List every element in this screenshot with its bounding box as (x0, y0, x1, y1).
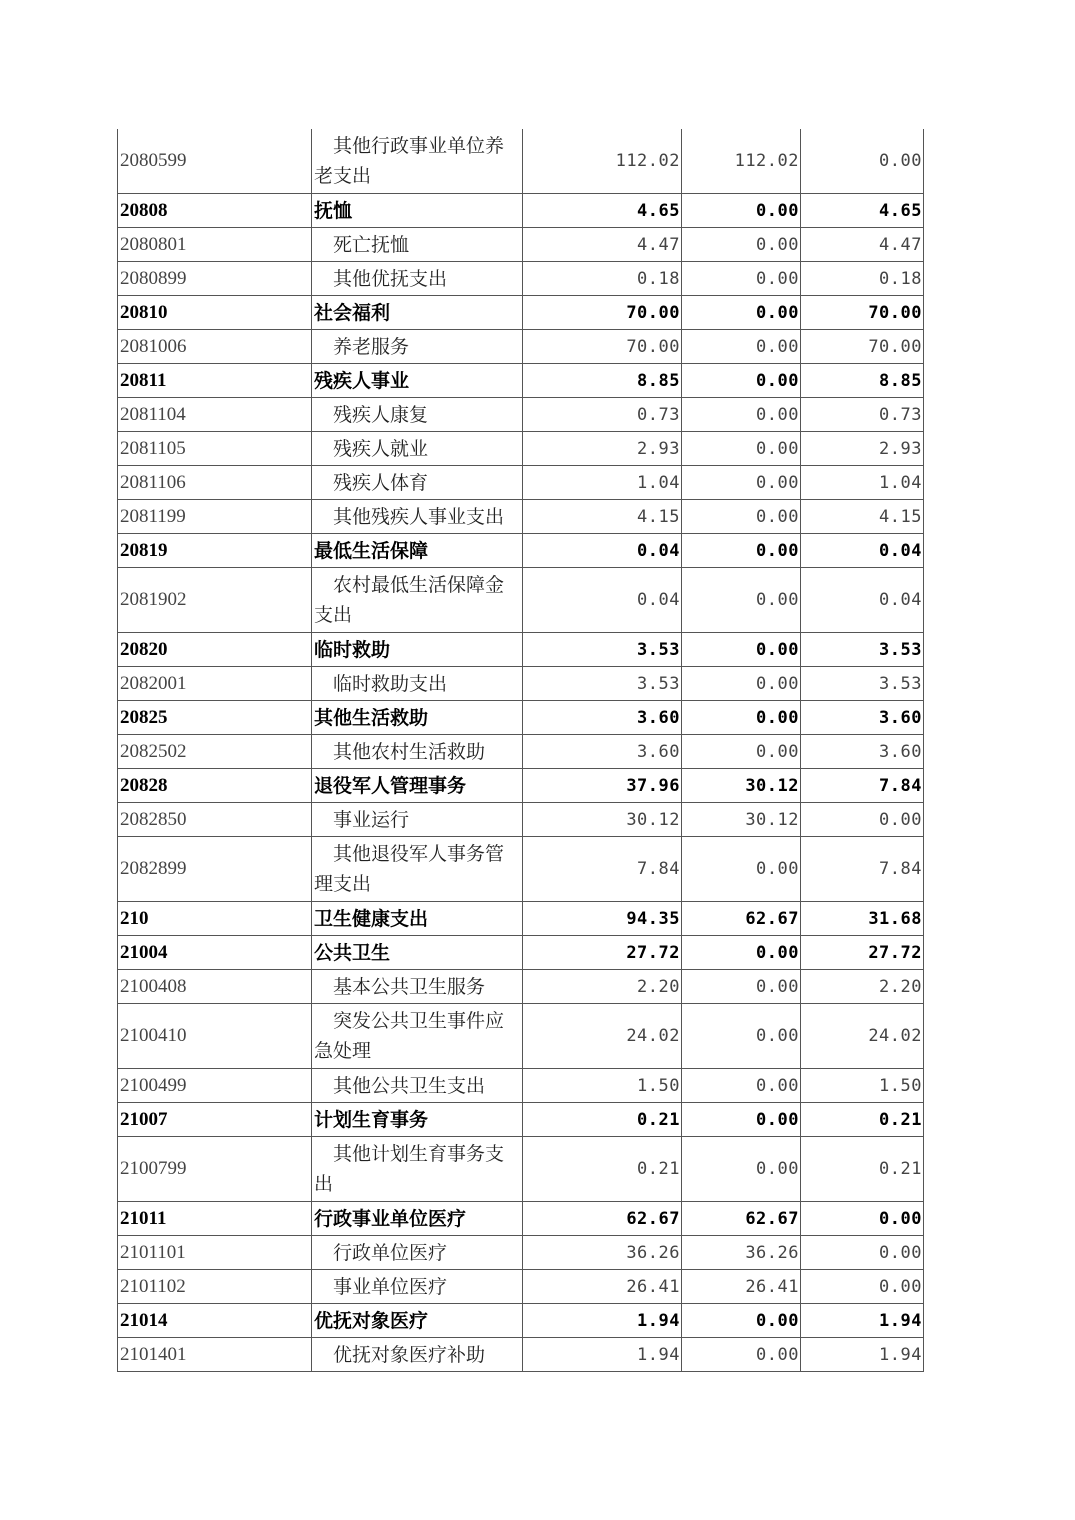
subject-code-cell: 20811 (118, 364, 312, 398)
subject-name-cell (312, 1137, 523, 1202)
basic-expenditure-cell: 0.00 (682, 1137, 801, 1202)
subject-name-text: 优抚对象医疗 (314, 1309, 429, 1332)
subject-name-text: 优抚对象医疗补助 (333, 1343, 486, 1366)
subject-code-cell: 2082850 (118, 803, 312, 837)
total-amount-cell: 1.94 (523, 1338, 682, 1372)
total-amount-cell: 0.21 (523, 1137, 682, 1202)
total-amount-cell: 2.93 (523, 432, 682, 466)
subject-name-text: 临时救助 (314, 638, 391, 661)
subject-name-text: 卫生健康支出 (314, 907, 429, 930)
project-expenditure-cell: 0.21 (801, 1137, 924, 1202)
total-amount-cell: 27.72 (523, 936, 682, 970)
basic-expenditure-cell: 0.00 (682, 1338, 801, 1372)
subject-name-cell (312, 1338, 523, 1372)
project-expenditure-cell: 0.21 (801, 1103, 924, 1137)
total-amount-cell: 26.41 (523, 1270, 682, 1304)
basic-expenditure-cell: 0.00 (682, 633, 801, 667)
subject-code-cell: 2081006 (118, 330, 312, 364)
basic-expenditure-cell: 0.00 (682, 1103, 801, 1137)
total-amount-cell: 2.20 (523, 970, 682, 1004)
subject-name-text: 事业单位医疗 (333, 1275, 448, 1298)
subject-code-cell: 2081104 (118, 398, 312, 432)
subject-name-text: 死亡抚恤 (333, 233, 410, 256)
basic-expenditure-cell: 0.00 (682, 500, 801, 534)
subject-name-text: 公共卫生 (314, 941, 391, 964)
project-expenditure-cell: 1.94 (801, 1304, 924, 1338)
table-row-item (118, 228, 924, 262)
subject-code-cell: 20828 (118, 769, 312, 803)
total-amount-cell: 62.67 (523, 1202, 682, 1236)
project-expenditure-cell: 24.02 (801, 1004, 924, 1069)
subject-name-text: 其他生活救助 (314, 706, 429, 729)
total-amount-cell: 1.94 (523, 1304, 682, 1338)
project-expenditure-cell: 0.73 (801, 398, 924, 432)
subject-name-cell (312, 568, 523, 633)
subject-name-cell (312, 769, 523, 803)
table-row-category (118, 1103, 924, 1137)
total-amount-cell: 4.65 (523, 194, 682, 228)
project-expenditure-cell: 4.65 (801, 194, 924, 228)
subject-name-cell (312, 296, 523, 330)
subject-code-cell: 21007 (118, 1103, 312, 1137)
basic-expenditure-cell: 0.00 (682, 936, 801, 970)
project-expenditure-cell: 27.72 (801, 936, 924, 970)
project-expenditure-cell: 0.18 (801, 262, 924, 296)
subject-name-text: 行政单位医疗 (333, 1241, 448, 1264)
subject-code-cell: 2080899 (118, 262, 312, 296)
subject-name-text: 行政事业单位医疗 (314, 1207, 467, 1230)
table-row-item (118, 398, 924, 432)
subject-name-cell (312, 129, 523, 194)
subject-name-cell (312, 803, 523, 837)
subject-name-cell (312, 1236, 523, 1270)
basic-expenditure-cell: 0.00 (682, 330, 801, 364)
table-row-category (118, 769, 924, 803)
table-row-category (118, 296, 924, 330)
project-expenditure-cell: 4.47 (801, 228, 924, 262)
basic-expenditure-cell: 0.00 (682, 466, 801, 500)
project-expenditure-cell: 0.00 (801, 1270, 924, 1304)
project-expenditure-cell: 0.00 (801, 129, 924, 194)
subject-name-text: 抚恤 (314, 199, 353, 222)
subject-name-text: 突发公共卫生事件应急处理 (314, 1010, 505, 1062)
subject-code-cell: 2081199 (118, 500, 312, 534)
total-amount-cell: 24.02 (523, 1004, 682, 1069)
table-row-item (118, 1137, 924, 1202)
total-amount-cell: 30.12 (523, 803, 682, 837)
table-row-category (118, 633, 924, 667)
project-expenditure-cell: 70.00 (801, 296, 924, 330)
subject-name-cell (312, 1202, 523, 1236)
subject-name-text: 其他公共卫生支出 (333, 1074, 486, 1097)
subject-code-cell: 2081106 (118, 466, 312, 500)
subject-code-cell: 21014 (118, 1304, 312, 1338)
subject-name-text: 残疾人事业 (314, 369, 410, 392)
basic-expenditure-cell: 0.00 (682, 837, 801, 902)
subject-name-text: 基本公共卫生服务 (333, 975, 486, 998)
basic-expenditure-cell: 0.00 (682, 1069, 801, 1103)
total-amount-cell: 7.84 (523, 837, 682, 902)
project-expenditure-cell: 0.04 (801, 568, 924, 633)
project-expenditure-cell: 1.94 (801, 1338, 924, 1372)
table-row-category (118, 936, 924, 970)
project-expenditure-cell: 0.04 (801, 534, 924, 568)
basic-expenditure-cell: 112.02 (682, 129, 801, 194)
table-row-category (118, 364, 924, 398)
basic-expenditure-cell: 0.00 (682, 398, 801, 432)
subject-code-cell: 20819 (118, 534, 312, 568)
subject-name-text: 事业运行 (333, 808, 410, 831)
table-row-item (118, 803, 924, 837)
project-expenditure-cell: 70.00 (801, 330, 924, 364)
subject-name-cell (312, 936, 523, 970)
subject-name-text: 残疾人体育 (333, 471, 429, 494)
subject-name-cell (312, 1304, 523, 1338)
subject-name-cell (312, 534, 523, 568)
basic-expenditure-cell: 0.00 (682, 970, 801, 1004)
subject-name-text: 临时救助支出 (333, 672, 448, 695)
table-row-item (118, 129, 924, 194)
subject-code-cell: 2100499 (118, 1069, 312, 1103)
table-row-category (118, 194, 924, 228)
project-expenditure-cell: 0.00 (801, 1236, 924, 1270)
subject-name-text: 农村最低生活保障金支出 (314, 574, 505, 626)
budget-expenditure-table (117, 129, 924, 1372)
subject-name-text: 其他残疾人事业支出 (333, 505, 505, 528)
total-amount-cell: 4.47 (523, 228, 682, 262)
subject-code-cell: 2080801 (118, 228, 312, 262)
project-expenditure-cell: 3.53 (801, 667, 924, 701)
table-row-item (118, 1069, 924, 1103)
subject-name-text: 残疾人就业 (333, 437, 429, 460)
table-row-item (118, 1236, 924, 1270)
subject-name-text: 最低生活保障 (314, 539, 429, 562)
total-amount-cell: 0.21 (523, 1103, 682, 1137)
basic-expenditure-cell: 0.00 (682, 667, 801, 701)
subject-code-cell: 210 (118, 902, 312, 936)
basic-expenditure-cell: 26.41 (682, 1270, 801, 1304)
basic-expenditure-cell: 0.00 (682, 1304, 801, 1338)
total-amount-cell: 0.18 (523, 262, 682, 296)
table-row-item (118, 735, 924, 769)
table-row-item (118, 330, 924, 364)
project-expenditure-cell: 3.53 (801, 633, 924, 667)
table-row-item (118, 667, 924, 701)
subject-name-cell (312, 1069, 523, 1103)
subject-code-cell: 2100408 (118, 970, 312, 1004)
subject-name-cell (312, 701, 523, 735)
basic-expenditure-cell: 0.00 (682, 296, 801, 330)
subject-name-cell (312, 194, 523, 228)
project-expenditure-cell: 1.04 (801, 466, 924, 500)
subject-name-text: 计划生育事务 (314, 1108, 429, 1131)
basic-expenditure-cell: 0.00 (682, 228, 801, 262)
total-amount-cell: 3.60 (523, 735, 682, 769)
table-row-item (118, 466, 924, 500)
subject-code-cell: 2081105 (118, 432, 312, 466)
project-expenditure-cell: 3.60 (801, 735, 924, 769)
basic-expenditure-cell: 0.00 (682, 568, 801, 633)
subject-name-text: 残疾人康复 (333, 403, 429, 426)
table-row-category (118, 902, 924, 936)
table-row-category (118, 701, 924, 735)
project-expenditure-cell: 2.20 (801, 970, 924, 1004)
total-amount-cell: 0.04 (523, 568, 682, 633)
subject-code-cell: 20820 (118, 633, 312, 667)
project-expenditure-cell: 7.84 (801, 769, 924, 803)
subject-name-cell (312, 735, 523, 769)
subject-code-cell: 2081902 (118, 568, 312, 633)
subject-code-cell: 2101102 (118, 1270, 312, 1304)
total-amount-cell: 3.53 (523, 667, 682, 701)
table-row-item (118, 970, 924, 1004)
subject-name-text: 其他农村生活救助 (333, 740, 486, 763)
subject-code-cell: 2101401 (118, 1338, 312, 1372)
total-amount-cell: 37.96 (523, 769, 682, 803)
project-expenditure-cell: 7.84 (801, 837, 924, 902)
subject-code-cell: 21004 (118, 936, 312, 970)
total-amount-cell: 8.85 (523, 364, 682, 398)
subject-name-cell (312, 667, 523, 701)
basic-expenditure-cell: 62.67 (682, 1202, 801, 1236)
table-row-item (118, 1004, 924, 1069)
basic-expenditure-cell: 0.00 (682, 701, 801, 735)
subject-name-text: 养老服务 (333, 335, 410, 358)
subject-code-cell: 2080599 (118, 129, 312, 194)
subject-name-cell (312, 500, 523, 534)
subject-name-cell (312, 1270, 523, 1304)
subject-name-cell (312, 364, 523, 398)
basic-expenditure-cell: 0.00 (682, 262, 801, 296)
subject-code-cell: 2082502 (118, 735, 312, 769)
total-amount-cell: 36.26 (523, 1236, 682, 1270)
table-row-category (118, 534, 924, 568)
subject-name-cell (312, 902, 523, 936)
subject-name-text: 退役军人管理事务 (314, 774, 467, 797)
subject-code-cell: 2100799 (118, 1137, 312, 1202)
subject-name-cell (312, 970, 523, 1004)
basic-expenditure-cell: 0.00 (682, 534, 801, 568)
subject-name-cell (312, 432, 523, 466)
project-expenditure-cell: 0.00 (801, 803, 924, 837)
table-row-item (118, 568, 924, 633)
subject-name-cell (312, 1004, 523, 1069)
basic-expenditure-cell: 36.26 (682, 1236, 801, 1270)
subject-name-cell (312, 398, 523, 432)
subject-code-cell: 20808 (118, 194, 312, 228)
subject-name-text: 其他优抚支出 (333, 267, 448, 290)
subject-code-cell: 2082899 (118, 837, 312, 902)
table-row-item (118, 432, 924, 466)
subject-code-cell: 20810 (118, 296, 312, 330)
subject-name-cell (312, 1103, 523, 1137)
table-row-item (118, 500, 924, 534)
project-expenditure-cell: 4.15 (801, 500, 924, 534)
subject-name-cell (312, 633, 523, 667)
subject-name-text: 其他计划生育事务支出 (314, 1143, 505, 1195)
total-amount-cell: 112.02 (523, 129, 682, 194)
basic-expenditure-cell: 0.00 (682, 194, 801, 228)
total-amount-cell: 94.35 (523, 902, 682, 936)
basic-expenditure-cell: 0.00 (682, 432, 801, 466)
total-amount-cell: 0.04 (523, 534, 682, 568)
table-row-category (118, 1304, 924, 1338)
subject-name-cell (312, 228, 523, 262)
total-amount-cell: 4.15 (523, 500, 682, 534)
total-amount-cell: 70.00 (523, 296, 682, 330)
subject-code-cell: 21011 (118, 1202, 312, 1236)
project-expenditure-cell: 2.93 (801, 432, 924, 466)
total-amount-cell: 3.53 (523, 633, 682, 667)
subject-name-cell (312, 262, 523, 296)
total-amount-cell: 0.73 (523, 398, 682, 432)
table-row-item (118, 1270, 924, 1304)
basic-expenditure-cell: 0.00 (682, 364, 801, 398)
project-expenditure-cell: 8.85 (801, 364, 924, 398)
project-expenditure-cell: 31.68 (801, 902, 924, 936)
subject-name-cell (312, 466, 523, 500)
table-body (118, 129, 924, 1372)
basic-expenditure-cell: 62.67 (682, 902, 801, 936)
subject-code-cell: 20825 (118, 701, 312, 735)
subject-code-cell: 2082001 (118, 667, 312, 701)
table-row-item (118, 1338, 924, 1372)
project-expenditure-cell: 1.50 (801, 1069, 924, 1103)
subject-code-cell: 2100410 (118, 1004, 312, 1069)
subject-code-cell: 2101101 (118, 1236, 312, 1270)
basic-expenditure-cell: 30.12 (682, 803, 801, 837)
basic-expenditure-cell: 0.00 (682, 1004, 801, 1069)
subject-name-text: 其他退役军人事务管理支出 (314, 843, 505, 895)
subject-name-text: 社会福利 (314, 301, 391, 324)
project-expenditure-cell: 0.00 (801, 1202, 924, 1236)
table-row-item (118, 837, 924, 902)
total-amount-cell: 70.00 (523, 330, 682, 364)
project-expenditure-cell: 3.60 (801, 701, 924, 735)
subject-name-cell (312, 330, 523, 364)
table-row-item (118, 262, 924, 296)
subject-name-cell (312, 837, 523, 902)
basic-expenditure-cell: 30.12 (682, 769, 801, 803)
table-row-category (118, 1202, 924, 1236)
basic-expenditure-cell: 0.00 (682, 735, 801, 769)
subject-name-text: 其他行政事业单位养老支出 (314, 135, 505, 187)
total-amount-cell: 3.60 (523, 701, 682, 735)
total-amount-cell: 1.50 (523, 1069, 682, 1103)
total-amount-cell: 1.04 (523, 466, 682, 500)
